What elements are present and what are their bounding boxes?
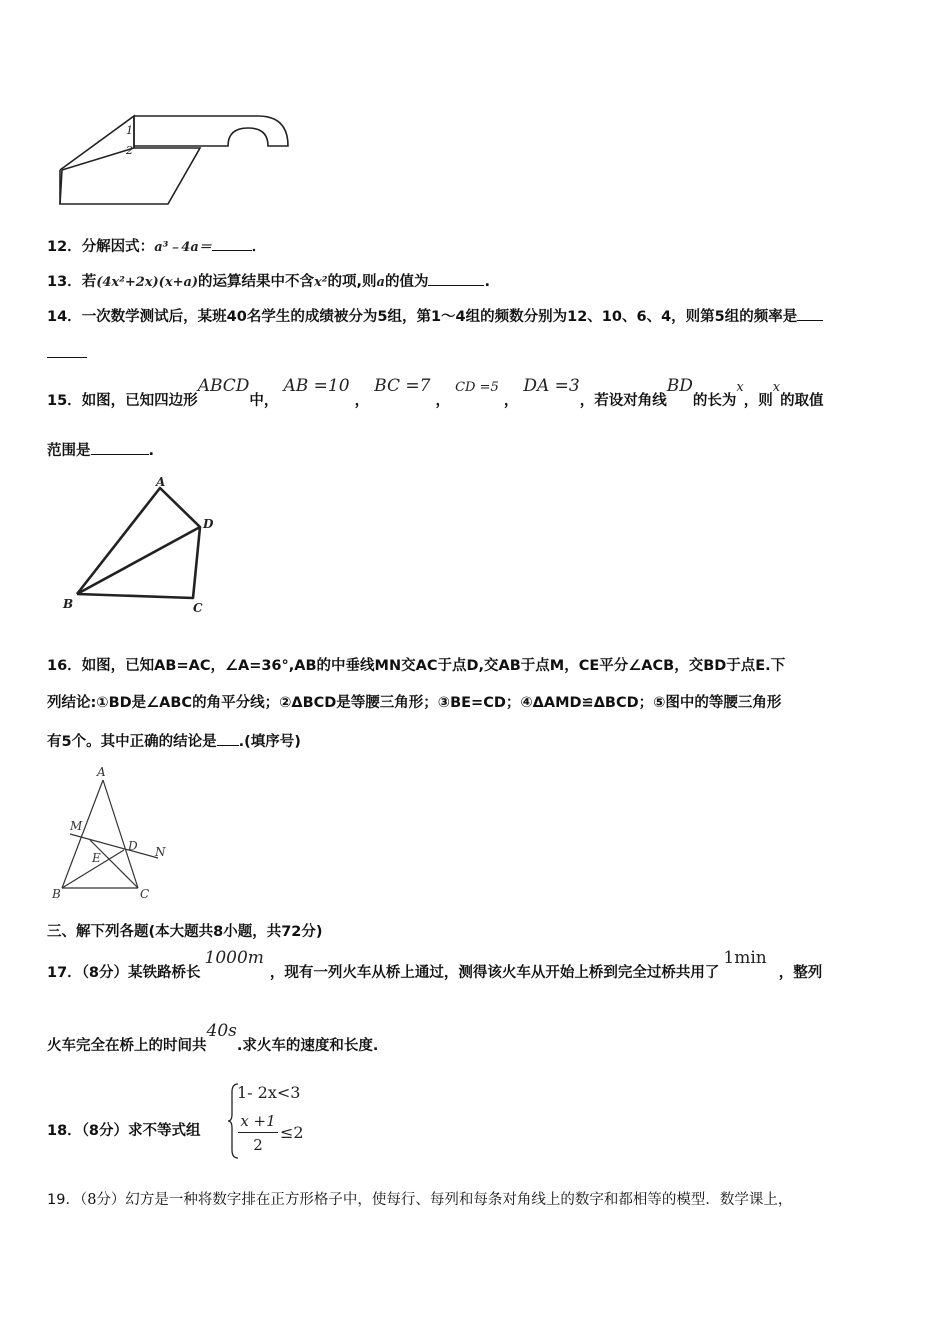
fraction-numerator: x +1 bbox=[240, 1112, 276, 1130]
point-label-d: D bbox=[128, 839, 138, 853]
answer-blank bbox=[217, 731, 239, 746]
question-text: 一次数学测试后，某班40名学生的成绩被分为5组，第1～4组的频数分别为12、10、6、4，则第5组的频率是 bbox=[81, 309, 798, 325]
question-number: 17． bbox=[47, 965, 82, 981]
separator: ， bbox=[354, 393, 370, 409]
question-text: 中， bbox=[249, 393, 279, 409]
answer-blank bbox=[797, 306, 823, 321]
question-text: 的运算结果中不含 bbox=[198, 274, 315, 290]
question-text: 的值为 bbox=[384, 274, 429, 290]
math-da: DA =3 bbox=[523, 376, 580, 396]
math-expression: a³﹣4a＝ bbox=[154, 240, 212, 255]
question-number: 12． bbox=[47, 239, 82, 255]
question-text: 火车完全在桥上的时间共 bbox=[47, 1038, 207, 1054]
math-bd: BD bbox=[666, 376, 693, 396]
question-17-line1 bbox=[47, 948, 823, 983]
inequality-2-relation: ≤2 bbox=[280, 1123, 304, 1142]
question-15-line2 bbox=[47, 440, 154, 461]
math-x: x bbox=[736, 380, 744, 395]
math-term: x² bbox=[314, 275, 328, 290]
question-text: 如图，已知AB=AC，∠A=36°,AB的中垂线MN交AC于点D,交AB于点M，CE平分∠ACB，交BD于点E.下 bbox=[81, 658, 786, 674]
question-text: 分解因式： bbox=[81, 239, 155, 255]
question-16-line1 bbox=[47, 656, 785, 676]
question-text: .求火车的速度和长度. bbox=[236, 1038, 379, 1054]
question-text: 有5个。其中正确的结论是 bbox=[47, 734, 217, 750]
question-number: 16． bbox=[47, 658, 82, 674]
answer-blank-continued bbox=[47, 357, 87, 358]
math-x: x bbox=[772, 380, 781, 395]
question-text: 列结论:①BD是∠ABC的角平分线；②ΔBCD是等腰三角形；③BE=CD；④ΔAMD≌ΔBCD；⑤图中的等腰三角形 bbox=[47, 695, 782, 711]
figure-q11 bbox=[50, 108, 300, 213]
math-cd: CD =5 bbox=[455, 380, 499, 395]
question-text: 的项,则 bbox=[327, 274, 377, 290]
question-text: ，整列 bbox=[778, 965, 823, 981]
question-text: ，若设对角线 bbox=[579, 393, 667, 409]
figure-q11-shape bbox=[60, 116, 288, 204]
answer-blank bbox=[91, 440, 149, 455]
question-text: （8分）求不等式组 bbox=[81, 1123, 201, 1139]
fraction-denominator: 2 bbox=[253, 1136, 263, 1154]
math-bridge-length: 1000m bbox=[204, 948, 264, 968]
question-15 bbox=[47, 376, 824, 412]
question-18 bbox=[47, 1121, 201, 1141]
vertex-label-d: D bbox=[203, 517, 214, 531]
figure-q11-label-1: 1 bbox=[126, 124, 133, 137]
inequality-1: 1- 2x<3 bbox=[237, 1083, 301, 1102]
question-text: 范围是 bbox=[47, 443, 91, 459]
separator: ， bbox=[435, 393, 451, 409]
question-12 bbox=[47, 236, 266, 258]
point-label-n: N bbox=[155, 845, 166, 859]
question-number: 15． bbox=[47, 393, 82, 409]
question-suffix: .(填序号) bbox=[238, 734, 301, 750]
section-heading bbox=[47, 922, 323, 942]
separator: ， bbox=[503, 393, 519, 409]
question-16-line2 bbox=[47, 693, 781, 713]
question-13 bbox=[47, 271, 490, 293]
point-label-m: M bbox=[70, 819, 83, 833]
question-19 bbox=[47, 1190, 792, 1210]
question-text: （8分）某铁路桥长 bbox=[81, 965, 201, 981]
question-text: 若 bbox=[81, 274, 97, 290]
answer-blank bbox=[428, 271, 484, 286]
vertex-label-b: B bbox=[63, 597, 74, 611]
point-label-e: E bbox=[92, 851, 101, 865]
math-time: 1min bbox=[723, 948, 767, 968]
math-duration: 40s bbox=[206, 1021, 237, 1041]
figure-q15 bbox=[55, 472, 235, 617]
question-text: 如图，已知四边形 bbox=[81, 393, 198, 409]
question-text: ，现有一列火车从桥上通过，测得该火车从开始上桥到完全过桥共用了 bbox=[269, 965, 720, 981]
question-number: 14． bbox=[47, 309, 82, 325]
question-text: （8分）幻方是一种将数字排在正方形格子中，使每行、每列和每条对角线上的数字和都相等的模型．数学课上， bbox=[79, 1192, 793, 1208]
math-abcd: ABCD bbox=[197, 376, 250, 396]
question-number: 13． bbox=[47, 274, 82, 290]
fraction-bar bbox=[238, 1132, 278, 1133]
question-14 bbox=[47, 306, 823, 327]
question-text: 的取值 bbox=[780, 393, 824, 409]
point-label-c: C bbox=[140, 887, 150, 901]
math-ab: AB =10 bbox=[283, 376, 350, 396]
math-expression: (4x²+2x)(x+a) bbox=[96, 275, 199, 290]
question-suffix: ． bbox=[251, 239, 267, 255]
section-title: 三、解下列各题(本大题共8小题，共72分) bbox=[47, 924, 323, 940]
point-label-b: B bbox=[52, 887, 61, 901]
question-text: 的长为 bbox=[692, 393, 737, 409]
figure-q11-label-2: 2 bbox=[126, 144, 133, 157]
question-16-line3 bbox=[47, 731, 301, 752]
math-bc: BC =7 bbox=[374, 376, 431, 396]
question-suffix: . bbox=[484, 274, 490, 290]
question-17-line2 bbox=[47, 1021, 379, 1056]
question-text: ，则 bbox=[743, 393, 773, 409]
figure-q16 bbox=[50, 764, 180, 904]
point-label-a: A bbox=[97, 765, 106, 779]
question-suffix: . bbox=[148, 443, 155, 459]
figure-q15-quadrilateral bbox=[77, 488, 200, 598]
math-variable: a bbox=[376, 275, 385, 290]
question-number: 18． bbox=[47, 1123, 82, 1139]
vertex-label-a: A bbox=[156, 475, 166, 489]
question-number: 19． bbox=[47, 1192, 80, 1208]
vertex-label-c: C bbox=[193, 601, 203, 615]
answer-blank bbox=[212, 236, 252, 251]
figure-q16-lines bbox=[62, 780, 158, 888]
